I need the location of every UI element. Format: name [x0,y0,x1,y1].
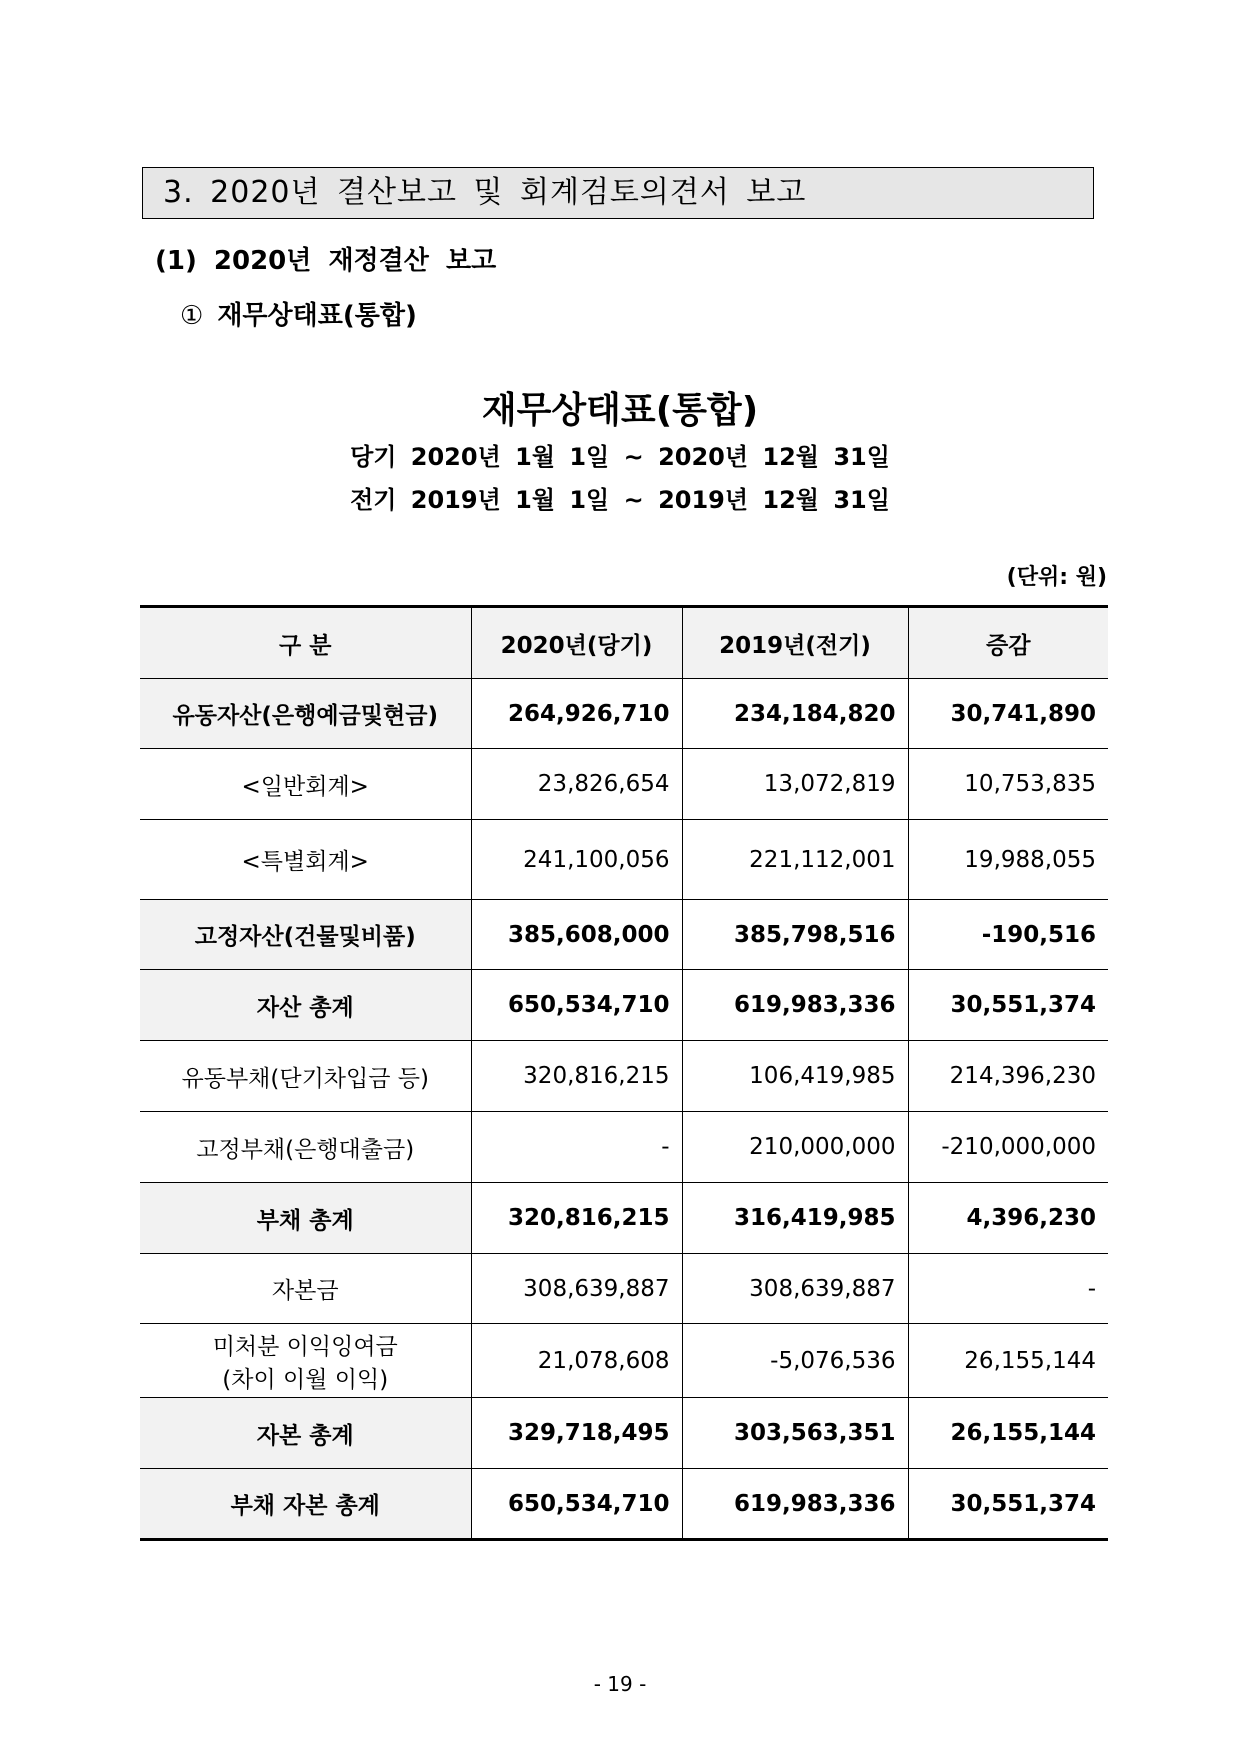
row-change: 26,155,144 [908,1398,1108,1469]
table-row [140,1324,1108,1398]
row-prior: 385,798,516 [682,900,908,970]
row-label: 유동자산(은행예금및현금) [140,679,471,749]
table-row [140,1398,1108,1469]
row-prior: 316,419,985 [682,1183,908,1254]
header-change: 증감 [908,607,1108,679]
row-prior: 234,184,820 [682,679,908,749]
row-prior: 221,112,001 [682,820,908,900]
header-current: 2020년(당기) [471,607,682,679]
row-label: 유동부채(단기차입금 등) [140,1041,471,1112]
subsubsection-heading [180,295,417,332]
row-current: 308,639,887 [471,1254,682,1324]
row-label: 부채 총계 [140,1183,471,1254]
row-change: 4,396,230 [908,1183,1108,1254]
table-row [140,1112,1108,1183]
row-label-line1: 미처분 이익잉여금 [212,1333,398,1360]
row-current: 320,816,215 [471,1041,682,1112]
row-change: 30,551,374 [908,970,1108,1041]
row-change: 30,741,890 [908,679,1108,749]
period-current: 당기 2020년 1월 1일 ~ 2020년 12월 31일 [350,443,890,471]
row-label: 부채 자본 총계 [140,1469,471,1540]
row-change: - [908,1254,1108,1324]
subsubsection-title: 재무상태표(통합) [217,301,417,331]
table-row [140,1254,1108,1324]
section-heading-box [142,167,1094,219]
row-change: 30,551,374 [908,1469,1108,1540]
table-row [140,1469,1108,1540]
row-prior: 308,639,887 [682,1254,908,1324]
row-prior: 106,419,985 [682,1041,908,1112]
row-label: 자본 총계 [140,1398,471,1469]
row-current: - [471,1112,682,1183]
section-heading: 3. 2020년 결산보고 및 회계검토의견서 보고 [163,175,807,210]
row-current: 23,826,654 [471,749,682,820]
row-current: 385,608,000 [471,900,682,970]
row-label-line2: (차이 이월 이익) [222,1366,389,1393]
table-row [140,900,1108,970]
row-current: 264,926,710 [471,679,682,749]
statement-title: 재무상태표(통합) [481,390,759,431]
row-current: 241,100,056 [471,820,682,900]
row-prior: 619,983,336 [682,970,908,1041]
row-prior: 303,563,351 [682,1398,908,1469]
row-label: <특별회계> [140,820,471,900]
table-row [140,1041,1108,1112]
header-category: 구 분 [140,607,471,679]
page-number: - 19 - [593,1672,647,1696]
row-change: 19,988,055 [908,820,1108,900]
header-prior: 2019년(전기) [682,607,908,679]
row-change: 26,155,144 [908,1324,1108,1398]
row-prior: 619,983,336 [682,1469,908,1540]
row-current: 329,718,495 [471,1398,682,1469]
row-label: 자산 총계 [140,970,471,1041]
row-prior: 210,000,000 [682,1112,908,1183]
table-row [140,679,1108,749]
row-current: 650,534,710 [471,1469,682,1540]
row-change: -210,000,000 [908,1112,1108,1183]
row-change: -190,516 [908,900,1108,970]
table-row [140,970,1108,1041]
row-label: 자본금 [140,1254,471,1324]
circled-number-marker: ① [180,301,204,331]
row-current: 650,534,710 [471,970,682,1041]
unit-note: (단위: 원) [1006,565,1107,590]
table-row [140,1183,1108,1254]
row-label-multiline [140,1324,471,1398]
period-prior: 전기 2019년 1월 1일 ~ 2019년 12월 31일 [350,486,890,514]
table-row [140,749,1108,820]
subsection-heading: (1) 2020년 재정결산 보고 [155,246,497,276]
row-label: 고정자산(건물및비품) [140,900,471,970]
row-change: 10,753,835 [908,749,1108,820]
row-label: 고정부채(은행대출금) [140,1112,471,1183]
row-prior: -5,076,536 [682,1324,908,1398]
financial-statement-table [140,605,1108,1541]
row-current: 21,078,608 [471,1324,682,1398]
table-header-row [140,607,1108,679]
row-change: 214,396,230 [908,1041,1108,1112]
row-current: 320,816,215 [471,1183,682,1254]
row-label: <일반회계> [140,749,471,820]
table-row [140,820,1108,900]
row-prior: 13,072,819 [682,749,908,820]
